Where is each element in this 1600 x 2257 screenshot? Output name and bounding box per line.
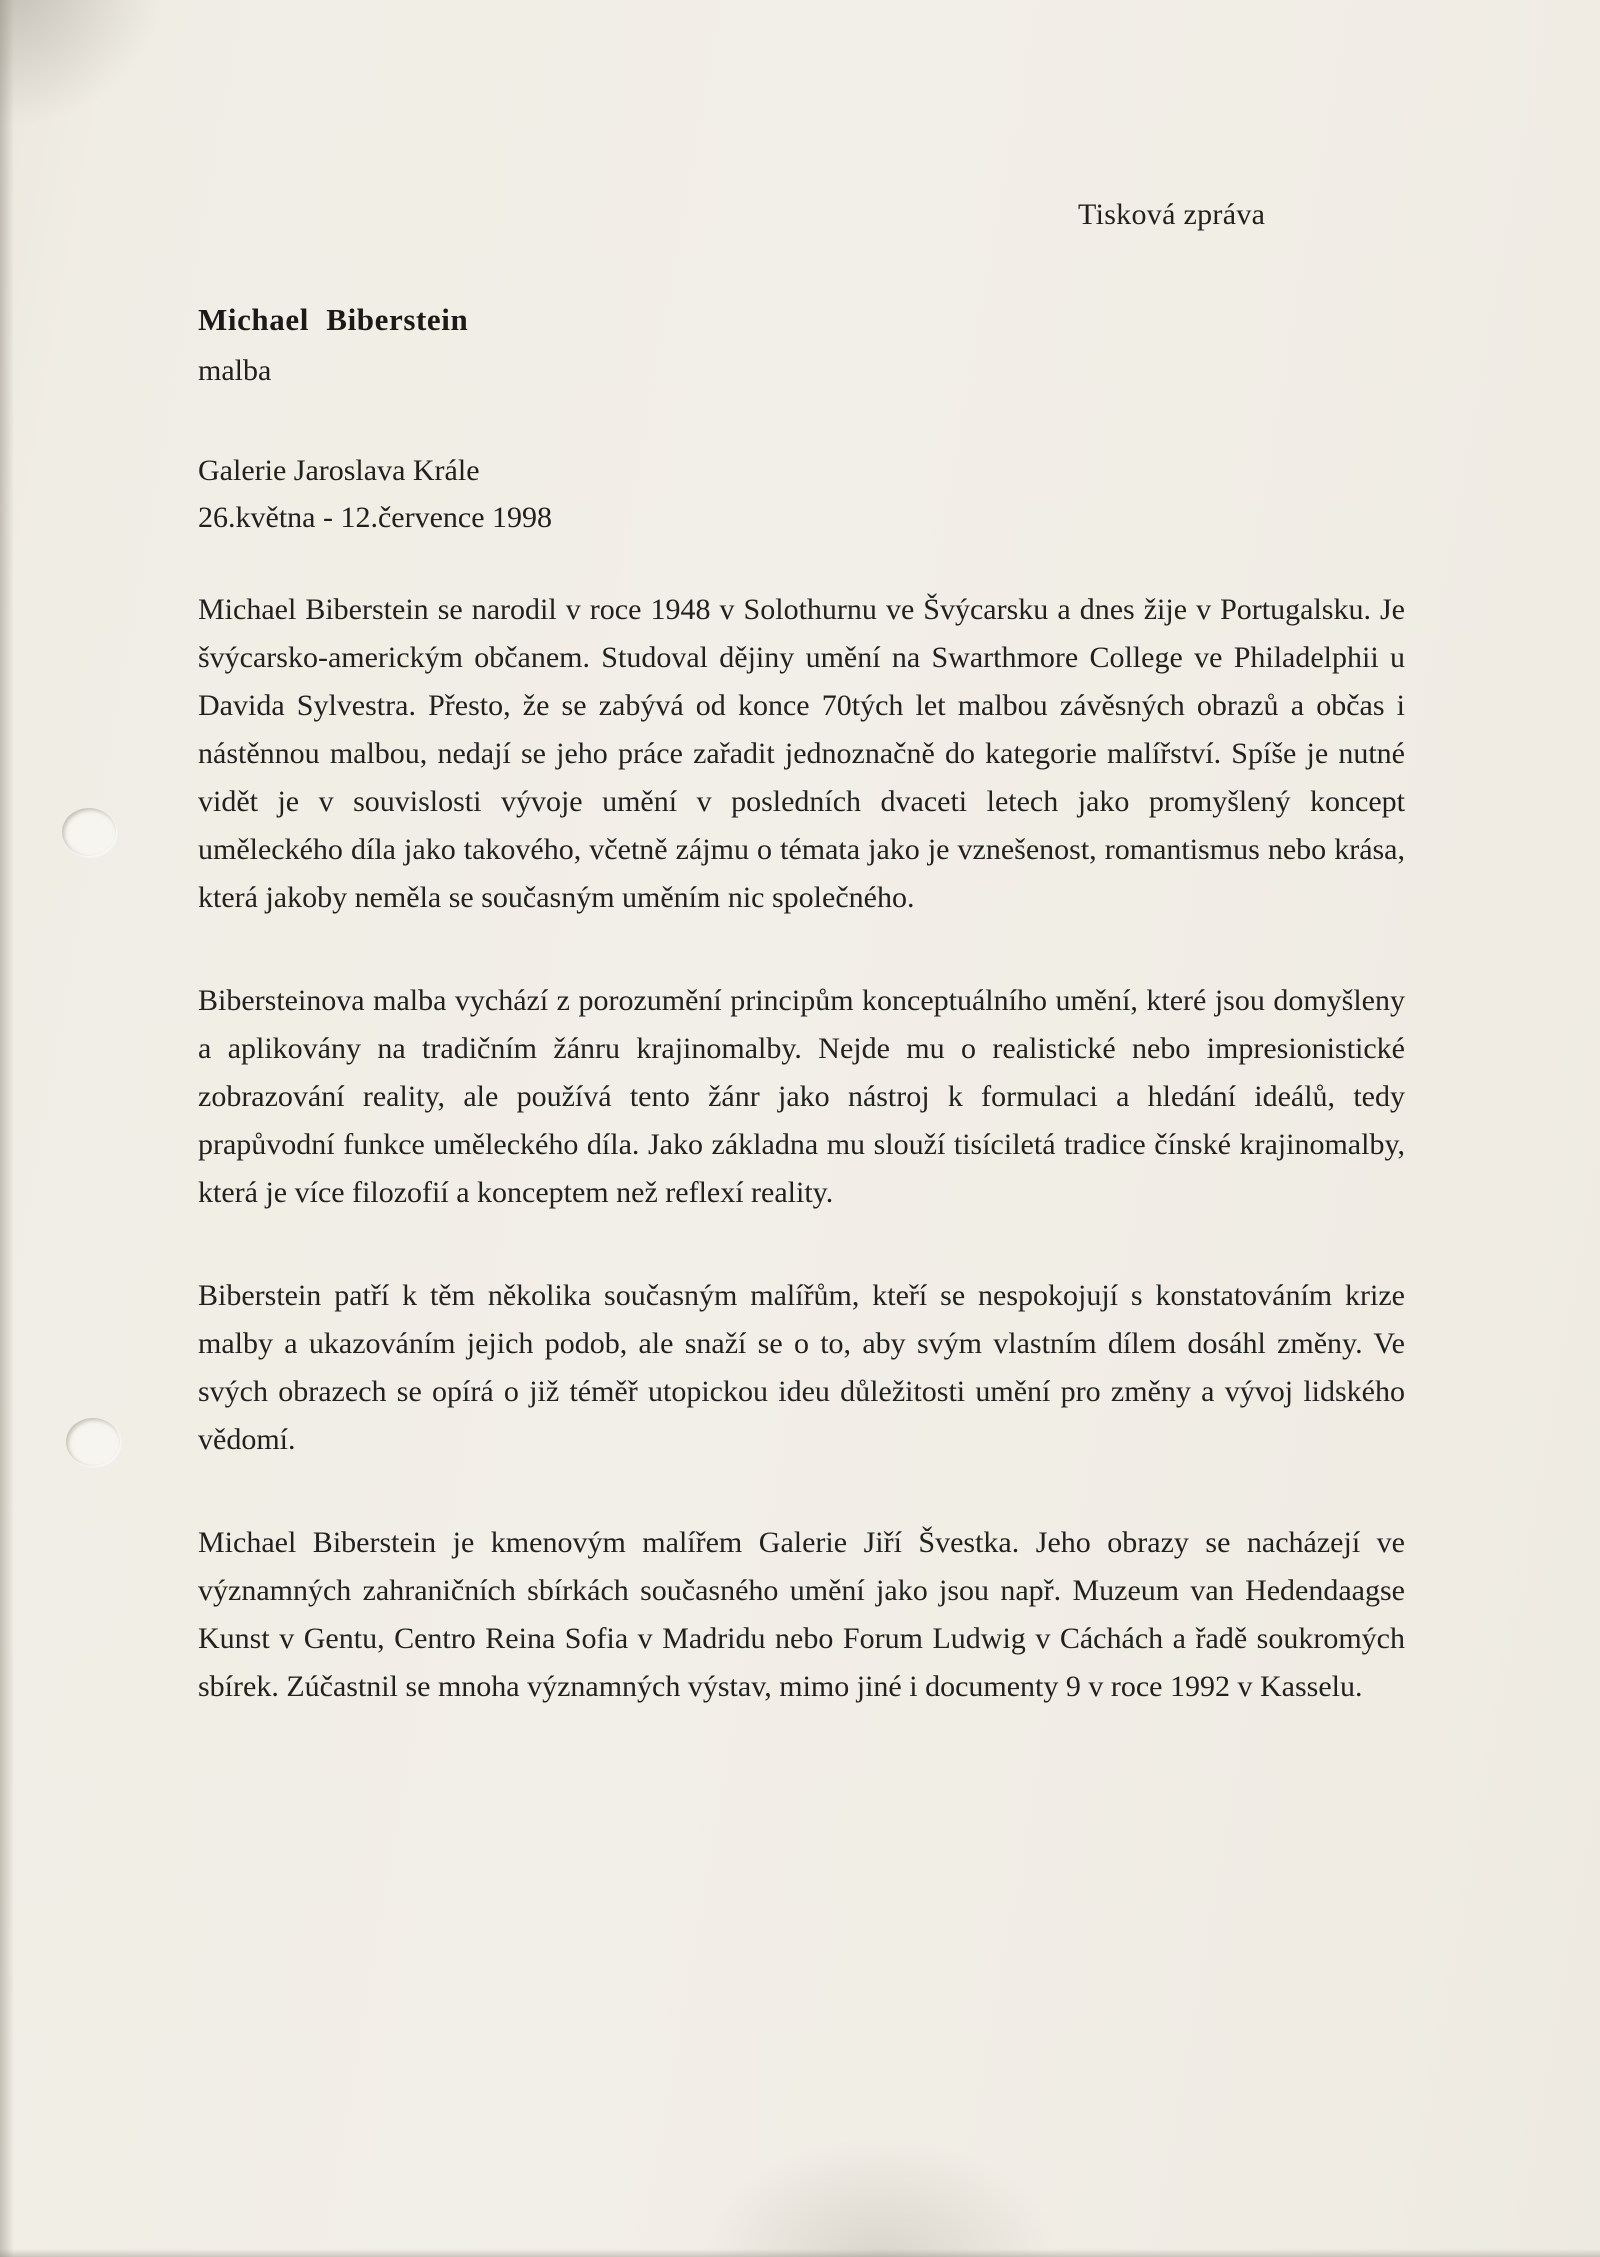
document-title: Michael Biberstein <box>198 302 469 337</box>
gallery-block <box>198 447 552 541</box>
hole-punch <box>62 808 116 856</box>
document-subtitle: malba <box>198 354 272 387</box>
paragraph: Michael Biberstein je kmenovým malířem Galerie Jiří Švestka. Jeho obrazy se nacházejí ve významných zahraničních sbírkách současného umění jako jsou např. Muzeum van Hedendaagse Kunst v Gentu, Centro Reina Sofia v Madridu nebo Forum Ludwig v Cáchách a řadě soukromých sbírek. Zúčastnil se mnoha významných výstav, mimo jiné i documenty 9 v roce 1992 v Kasselu. <box>198 1526 1405 1703</box>
paragraph: Biberstein patří k těm několika současným malířům, kteří se nespokojují s konstatováním krize malby a ukazováním jejich podob, ale snaží se o to, aby svým vlastním dílem dosáhl změny. Ve svých obrazech se opírá o již téměř utopickou ideu důležitosti umění pro změny a vývoj lidského vědomí. <box>198 1279 1405 1456</box>
scan-corner-smudge <box>0 0 180 140</box>
hole-punch <box>66 1418 120 1466</box>
paragraph: Michael Biberstein se narodil v roce 1948 v Solothurnu ve Švýcarsku a dnes žije v Portugalsku. Je švýcarsko-americkým občanem. Studoval dějiny umění na Swarthmore College ve Philadelphii u Davida Sylvestra. Přesto, že se zabývá od konce 70tých let malbou závěsných obrazů a občas i nástěnnou malbou, nedají se jeho práce zařadit jednoznačně do kategorie malířství. Spíše je nutné vidět je v souvislosti vývoje umění v posledních dvaceti letech jako promyšlený koncept uměleckého díla jako takového, včetně zájmu o témata jako je vznešenost, romantismus nebo krása, která jakoby neměla se současným uměním nic společného. <box>198 593 1405 914</box>
title-block <box>198 302 468 388</box>
body-text <box>198 586 1405 1711</box>
paragraph: Bibersteinova malba vychází z porozumění principům konceptuálního umění, které jsou domyšleny a aplikovány na tradičním žánru krajinomalby. Nejde mu o realistické nebo impresionistické zobrazování reality, ale používá tento žánr jako nástroj k formulaci a hledání ideálů, tedy prapůvodní funkce uměleckého díla. Jako základna mu slouží tisíciletá tradice čínské krajinomalby, která je více filozofií a konceptem než reflexí reality. <box>198 984 1405 1209</box>
gallery-name: Galerie Jaroslava Krále <box>198 454 480 487</box>
exhibition-dates: 26.května - 12.července 1998 <box>198 501 553 534</box>
scan-bottom-smudge <box>700 2137 1060 2257</box>
scan-left-edge-shadow <box>0 0 14 2257</box>
scan-bottom-edge-shadow <box>0 2249 1600 2257</box>
press-release-label: Tisková zpráva <box>1078 198 1266 231</box>
